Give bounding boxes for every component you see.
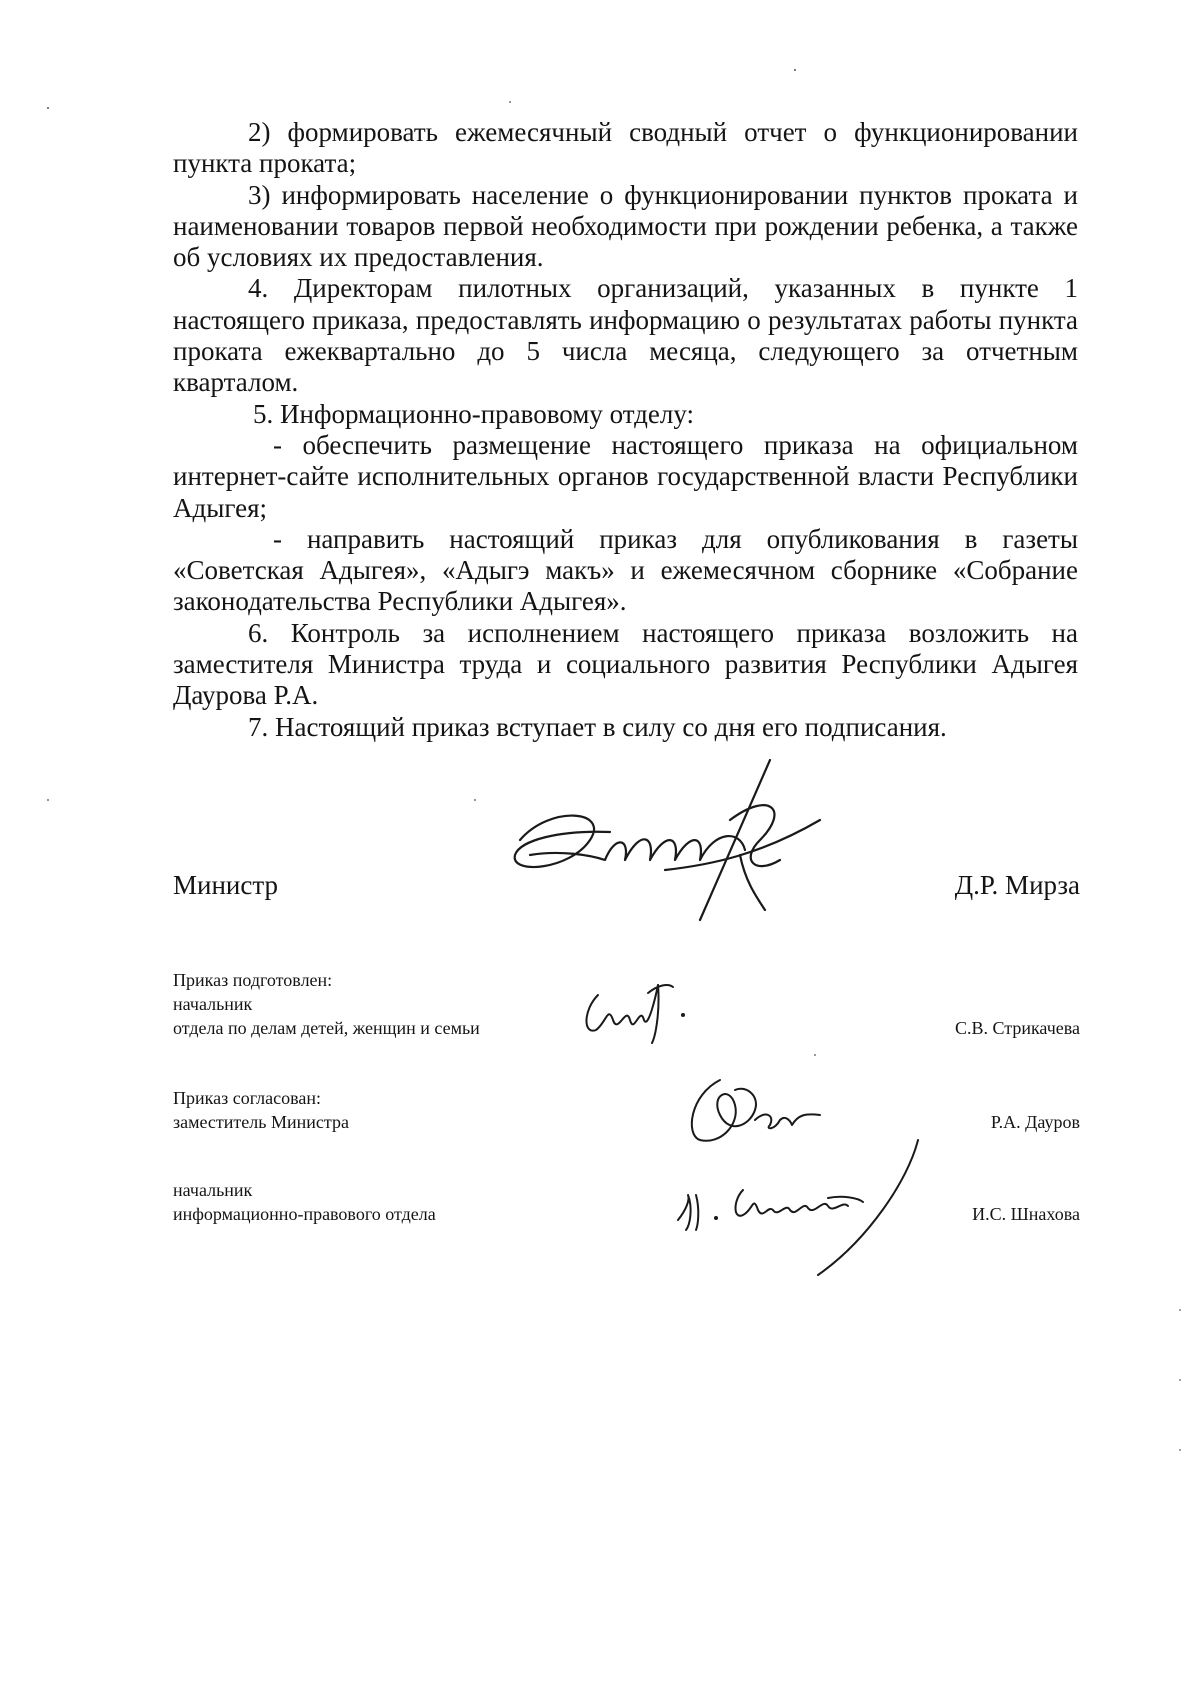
- paragraph-item-3: 3) информировать население о функционировании пунктов проката и наименовании товаров первой необходимости при рождении ребенка, а также об условиях их предоставления.: [173, 179, 1078, 273]
- paragraph-item-7: 7. Настоящий приказ вступает в силу со дня его подписания.: [248, 711, 947, 742]
- paragraph-item-6: 6. Контроль за исполнением настоящего приказа возложить на заместителя Министра труда и социального развития Республики Адыгея Даурова Р.А.: [173, 617, 1078, 711]
- paragraph-item-4: 4. Директорам пилотных организаций, указанных в пункте 1 настоящего приказа, предоставлять информацию о результатах работы пункта проката ежеквартально до 5 числа месяца, следующего за отчетным кварталом.: [173, 273, 1078, 398]
- prepared-name: С.В. Стрикачева: [954, 1018, 1080, 1038]
- legal-dept-position-line1: начальник: [173, 1180, 253, 1200]
- prepared-position-line2: отдела по делам детей, женщин и семьи: [173, 1018, 480, 1038]
- paragraph-item-2: 2) формировать ежемесячный сводный отчет о функционировании пункта проката;: [173, 117, 1078, 179]
- prepared-heading: Приказ подготовлен:: [173, 970, 333, 990]
- paragraph-dash-1: - обеспечить размещение настоящего приказа на официальном интернет-сайте исполнительных органов государственной власти Республики Адыгея;: [173, 429, 1078, 523]
- agreed-heading: Приказ согласован:: [173, 1088, 322, 1108]
- minister-title: Министр: [173, 870, 278, 900]
- minister-name: Д.Р. Мирза: [954, 870, 1080, 900]
- agreed-position: заместитель Министра: [173, 1112, 349, 1132]
- legal-dept-position-line2: информационно-правового отдела: [173, 1204, 436, 1224]
- paragraph-dash-2: - направить настоящий приказ для опубликования в газеты «Советская Адыгея», «Адыгэ макъ» и ежемесячном сборнике «Собрание законодательства Республики Адыгея».: [173, 523, 1078, 617]
- paragraph-item-5: 5. Информационно-правовому отделу:: [253, 398, 695, 429]
- prepared-position-line1: начальник: [173, 994, 253, 1014]
- agreed-name: Р.А. Дауров: [990, 1112, 1080, 1132]
- legal-dept-name: И.С. Шнахова: [972, 1204, 1080, 1224]
